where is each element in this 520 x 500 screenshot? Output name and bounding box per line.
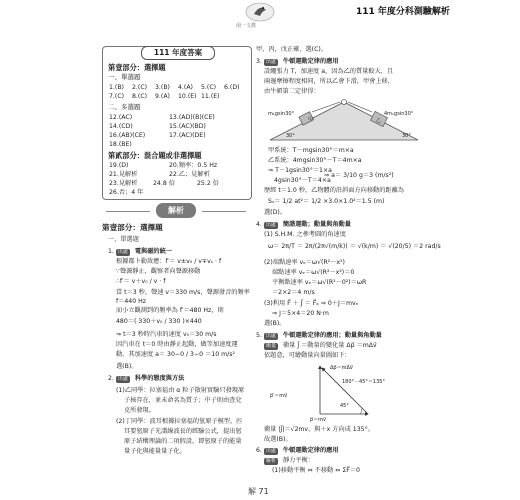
q6-title: 牛頓運動定律的應用	[282, 447, 339, 454]
answer-item: 5.(C)	[201, 84, 217, 91]
jiexi-label: 解析	[156, 203, 196, 218]
q3-title: 牛頓運動定律的應用	[282, 58, 339, 65]
q2-line: (1)乙同學：拉塞福由 α 粒子散射實驗只發現原	[116, 387, 245, 394]
q3-eq: 乙系統：4mgsin30°－T＝4m×a	[268, 157, 362, 164]
q2-line: 耳要氫原子光譜線波長的經驗公式，提出氫	[124, 428, 242, 435]
right-intro-line: 甲、丙，戊正確，選(C)。	[256, 46, 328, 53]
q1-title: 電與磁的統一	[134, 248, 172, 255]
q5-heading	[256, 332, 382, 340]
pulley	[342, 100, 347, 105]
answer-item: 15.(AC)(BD)	[169, 123, 206, 130]
answer-part2-title: 第貳部分：混合題或非選擇題	[108, 151, 202, 160]
page-header-title: 111 年度分科測驗解析	[356, 7, 450, 17]
q3-line: 由牛頓第二定律得：	[264, 88, 320, 95]
answer-item: 13.(AD)(B)(CE)	[169, 114, 215, 121]
answer-item: 16.(AB)(CE)	[109, 132, 146, 139]
q6-source-tag: 出處	[265, 448, 276, 454]
left-single-title: 一、單選題	[108, 236, 139, 243]
answer-item: 20.頻率：0.5 Hz	[169, 162, 218, 169]
jiexi-divider	[102, 203, 250, 219]
q1-line: ⇒ t＝3 秒時汽車的速度 v₀＝30 m/s	[116, 331, 217, 338]
q6-line	[264, 457, 314, 465]
logo-text: 南一文教	[236, 23, 257, 29]
q6-number: 6.	[256, 447, 262, 454]
answer-item: 21.見解析	[109, 171, 138, 178]
q1-line: f＝440 Hz	[116, 298, 147, 305]
answer-item: 25.2 倍	[197, 180, 219, 187]
answer-single-row-2	[109, 92, 224, 101]
q1-line: 動，其加速度 a＝ 30−0 / 3−0 ＝10 m/s²	[116, 351, 235, 358]
q5-line: 依題意，可繪動量向量圖如下：	[264, 352, 351, 359]
answer-item: 9.(A)	[155, 93, 170, 100]
q2-line: 原子結構理論的二項假設，即氫原子的能量	[124, 438, 242, 445]
q3-eq: 4gsin30°－T＝4×a	[274, 177, 331, 184]
answer-item: 14.(CD)	[109, 123, 133, 130]
fig2-angle-label: 180°－45°＝135°	[342, 379, 385, 385]
q1-source-tag: 出處	[117, 249, 128, 255]
q3-heading	[256, 58, 339, 66]
q1-line: 當 t＝3 秒，聲速 v＝330 m/s，聲源發音的頻率	[116, 289, 250, 296]
answer-item: 19.(D)	[109, 162, 129, 169]
answer-item: 6.(D)	[224, 84, 240, 91]
q3-number: 3.	[256, 58, 262, 65]
fig1-angle-right: 30°	[402, 133, 411, 139]
q4-heading	[256, 221, 351, 229]
q6-subtag: 解析	[266, 458, 277, 464]
answer-item: 12.(AC)	[109, 114, 133, 121]
answer-item: 1.(B)	[109, 84, 124, 91]
q2-line: 子核存在，並未命名為質子；中子則由查兌	[124, 397, 242, 404]
answer-mixed-row-2	[109, 170, 229, 179]
answer-item: 22.乙；見解析	[169, 171, 210, 178]
q5-line-text: 衝量 J⃗ ＝動量的變化量 Δp⃗ ＝mΔv⃗	[282, 342, 377, 349]
answer-item: 3.(B)	[155, 84, 170, 91]
fig1-left-force: m₁gsin30°	[268, 111, 295, 117]
q4-source-tag: 出處	[265, 222, 276, 228]
fig1-angle-left: 30°	[286, 133, 295, 139]
q4-line: ⇒ J＝5×4＝20 N·m	[272, 310, 329, 317]
fig2-p-label: p⃗＝mv⃗	[310, 417, 327, 423]
q5-line	[264, 342, 377, 350]
q1-line: ∴f′＝ v＋v₀ / v · f	[116, 278, 166, 285]
fig1-right-force: 4m₁gsin30°	[384, 111, 414, 117]
fig1-left-block-label: 甲	[308, 117, 314, 123]
answer-item: 24.8 倍	[153, 180, 175, 187]
answer-multi-row-4	[109, 140, 169, 149]
q5-subtag: 衝量	[266, 343, 277, 349]
q2-heading	[108, 375, 184, 383]
q5-number: 5.	[256, 332, 262, 339]
answer-item: 18.(BE)	[109, 141, 132, 148]
q1-line: 選(B)。	[116, 363, 138, 370]
answer-item: 7.(C)	[109, 93, 125, 100]
q4-line: ω＝ 2π/T ＝ 2π/(2π√(m/k)) ＝ √(k/m) ＝ √(20/5) ＝2 rad/s	[268, 243, 441, 250]
q2-line: (2)丁同學：波耳根據拉塞福的氫原子模型，匹	[116, 418, 243, 425]
q3-eq: 甲系統：T－mgsin30°＝m×a	[268, 147, 354, 154]
q1-number: 1.	[108, 248, 114, 255]
q2-source-tag: 出處	[117, 376, 128, 382]
answer-box-title: 111 年度答案	[141, 46, 215, 60]
divider-line	[106, 211, 150, 212]
fig2-angle45-label: 45°	[340, 403, 349, 409]
answer-multi-title: 二、多選題	[108, 103, 141, 111]
q3-line: 設繩張力 T，加速度 a，因為乙的質量較大，且	[264, 68, 394, 75]
q5-result: 衝量 |J⃗|＝√2mv，與＋x 方向成 135°。	[264, 426, 374, 433]
answer-single-title: 一、單選題	[108, 73, 141, 81]
answer-key-box	[102, 46, 252, 200]
answer-single-row-1	[109, 83, 247, 92]
answer-item: 23.見解析	[109, 180, 138, 187]
q4-line: ＝2×2＝4 m/s	[272, 289, 315, 296]
q5-source-tag: 出處	[265, 333, 276, 339]
q4-line: (3)利用 F⃗ ＋ J⃗ ＝ F⃗ₐ ⇒ 0＋J＝mvₑ	[264, 300, 359, 307]
q4-line: (2)端點速率 vₑ＝ω√(R²－x²)	[264, 259, 345, 266]
q2-number: 2.	[108, 375, 114, 382]
q6-line: (1)移動平衡 ⇔ 不移動 ⇔ ΣF⃗＝0	[272, 467, 360, 474]
q1-heading	[108, 248, 172, 256]
q2-line: 量子化與能量量子化。	[124, 448, 186, 455]
q4-line: 端點速率 vₑ＝ω√(R²－x²)＝0	[272, 269, 355, 276]
answer-mixed-row-3	[109, 179, 241, 188]
q3-eq: ⇒ T－1gsin30°＝1×a	[268, 167, 332, 174]
q3-eq: 選(D)。	[264, 209, 286, 216]
q1-line: 根據都卜勒效應：f′＝ v±v₀ / v∓vₛ · f	[116, 258, 222, 265]
answer-part1-title: 第壹部分：選擇題	[108, 63, 166, 72]
q1-line: 而小立觀測到的頻率為 f′＝480 Hz，則	[116, 307, 224, 314]
fig2-dp-label: Δp⃗＝mΔv⃗	[330, 365, 353, 371]
fig2-p-prime-label: p⃗′＝mv⃗	[270, 393, 288, 399]
q3-eq: Sₛ＝ 1/2 at²＝ 1/2 ×3.0×1.0²＝1.5 (m)	[268, 198, 385, 205]
answer-multi-row-2	[109, 122, 229, 131]
answer-item: 11.(E)	[201, 93, 220, 100]
answer-multi-row-1	[109, 113, 229, 122]
page-number: 解 71	[248, 487, 269, 496]
q4-title: 簡諧運動；動量與角動量	[282, 221, 351, 228]
angle-arc	[360, 408, 362, 414]
answer-item: 2.(C)	[132, 84, 148, 91]
q4-line: 選(B)。	[264, 320, 286, 327]
q1-line: ∵聲源靜止，觀察者向聲源移動	[116, 268, 201, 275]
answer-mixed-row-1	[109, 161, 229, 170]
q2-title: 科學的態度與方法	[134, 375, 185, 382]
left-part1-title: 第壹部分：選擇題	[102, 223, 163, 232]
q3-eq: 歷經 t＝1.0 秒，乙物體的沿斜面方向移動的距離為	[264, 187, 404, 194]
q2-line: 克所發現。	[124, 407, 155, 414]
q3-eq: ⇒ a＝ 3/10 g＝3 (m/s²)	[324, 172, 394, 179]
q4-line: 平衡點速率 vₑ＝ω√(R²－0²)＝ωR	[272, 279, 367, 286]
answer-mixed-row-4	[109, 188, 169, 197]
q1-line: 480＝( 330＋v₀ / 330 )×440	[116, 318, 202, 325]
q3-source-tag: 出處	[265, 59, 276, 65]
q1-line: 因汽車在 t＝0 時由靜止起動，做等加速度運	[116, 341, 238, 348]
q5-result: 故選(B)。	[264, 436, 292, 443]
answer-multi-row-3	[109, 131, 229, 140]
q6-line-text: 靜力平衡：	[282, 457, 314, 464]
q4-number: 4.	[256, 221, 262, 228]
fig1-right-block-label: 乙	[376, 118, 382, 124]
answer-item: 10.(E)	[178, 93, 197, 100]
divider-line	[202, 211, 246, 212]
answer-item: 4.(A)	[178, 84, 193, 91]
q6-heading	[256, 447, 339, 455]
answer-item: 26.否；4 年	[109, 189, 144, 196]
q5-title: 牛頓運動定律的應用；動量與角動量	[282, 332, 382, 339]
answer-item: 17.(AC)(DE)	[169, 132, 206, 139]
answer-item: 8.(C)	[132, 93, 148, 100]
q4-line: (1) S.H.M. 之參考圓的角速度	[264, 231, 346, 238]
q3-line: 兩邊摩擦程度相同，所以乙會下滑，甲會上移，	[264, 78, 394, 85]
